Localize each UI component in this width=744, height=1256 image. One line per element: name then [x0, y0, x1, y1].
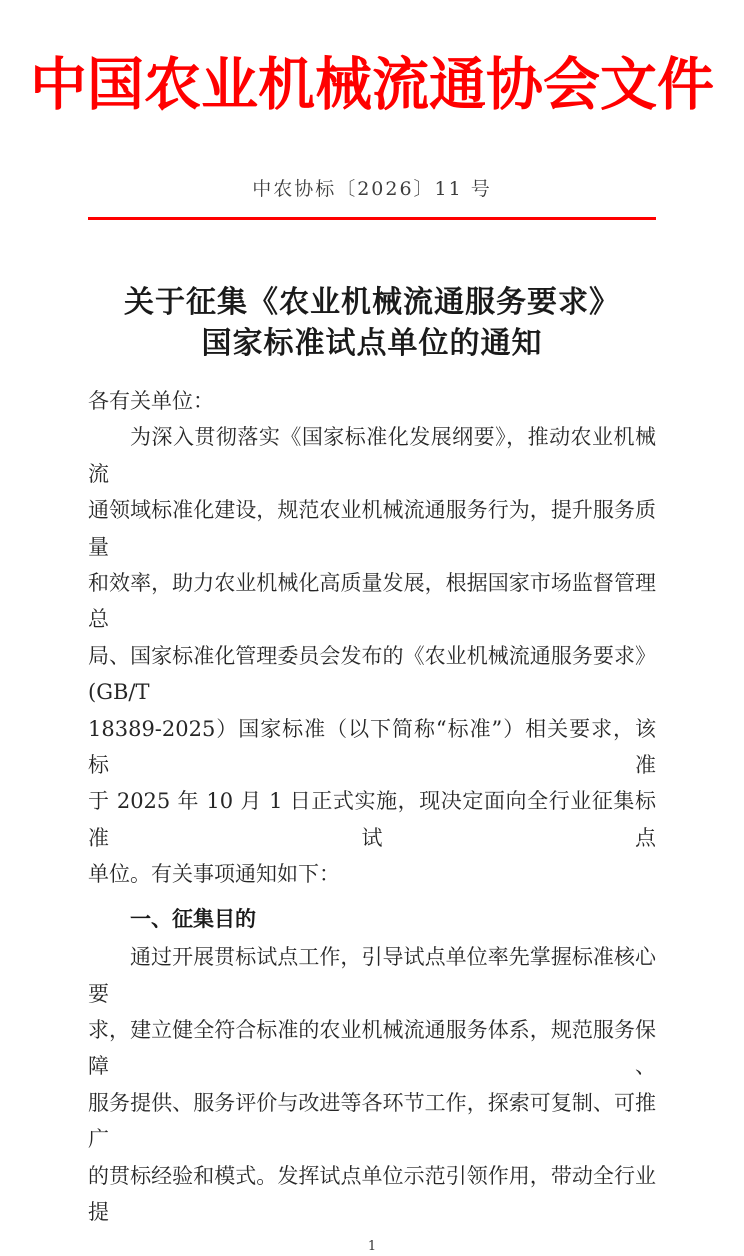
- paragraph-1: [88, 419, 656, 892]
- paragraph-line: 局、国家标准化管理委员会发布的《农业机械流通服务要求》(GB/T: [88, 643, 656, 705]
- paragraph-line: 的贯标经验和模式。发挥试点单位示范引领作用，带动全行业提: [88, 1163, 656, 1224]
- paragraph-line: 通领域标准化建设，规范农业机械流通服务行为，提升服务质量: [88, 498, 656, 559]
- notice-title: [0, 282, 744, 364]
- org-header-title: 中国农业机械流通协会文件: [30, 51, 714, 118]
- paragraph-line: 求，建立健全符合标准的农业机械流通服务体系，规范服务保障、: [88, 1017, 656, 1079]
- notice-title-line1: 关于征集《农业机械流通服务要求》: [124, 285, 620, 320]
- doc-number: 中农协标〔2026〕11 号: [252, 178, 492, 200]
- paragraph-line: 于 2025 年 10 月 1 日正式实施，现决定面向全行业征集标准试点: [88, 789, 656, 850]
- paragraph-line: 为深入贯彻落实《国家标准化发展纲要》，推动农业机械流: [88, 425, 656, 486]
- paragraph-line: 通过开展贯标试点工作，引导试点单位率先掌握标准核心要: [88, 945, 656, 1006]
- paragraph-line: 服务提供、服务评价与改进等各环节工作，探索可复制、可推广: [88, 1090, 656, 1152]
- notice-title-line2: 国家标准试点单位的通知: [201, 326, 543, 361]
- red-divider-line: [88, 217, 656, 220]
- paragraph-line: 单位。有关事项通知如下：: [88, 862, 340, 887]
- paragraph-line: 18389-2025）国家标准（以下简称“标准”）相关要求，该标准: [88, 716, 656, 778]
- paragraph-line: 和效率，助力农业机械化高质量发展，根据国家市场监督管理总: [88, 571, 656, 632]
- document-page: [0, 51, 744, 1255]
- page-number: 1: [367, 1239, 377, 1255]
- paragraph-2: [88, 939, 656, 1230]
- section-heading-1: 一、征集目的: [130, 906, 256, 931]
- document-body: [88, 383, 656, 1256]
- salutation: 各有关单位：: [88, 389, 214, 413]
